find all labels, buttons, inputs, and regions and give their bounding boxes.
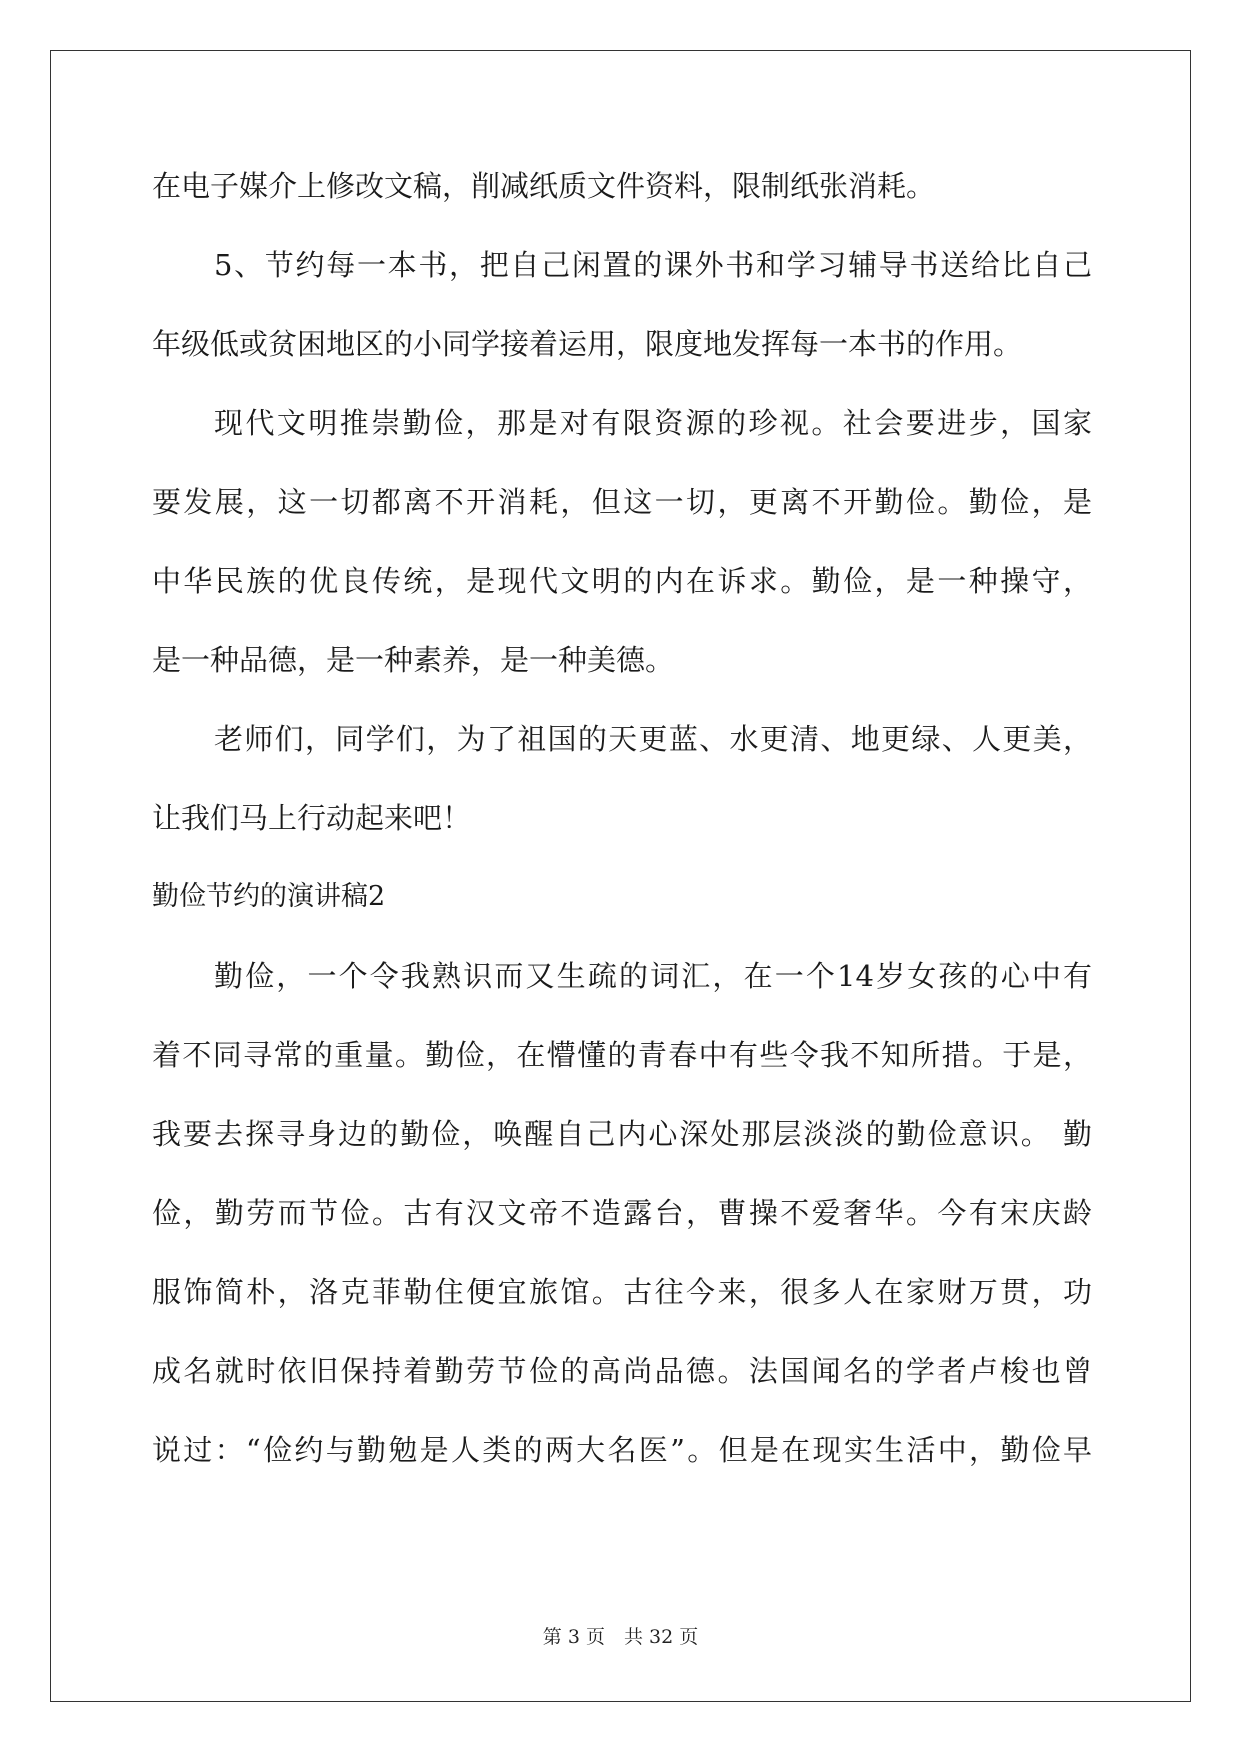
paragraph-line: 现代文明推崇勤俭，那是对有限资源的珍视。社会要进步，国家 bbox=[214, 406, 1092, 440]
paragraph-line: 要发展，这一切都离不开消耗，但这一切，更离不开勤俭。勤俭，是 bbox=[152, 485, 1092, 519]
paragraph-line: 着不同寻常的重量。勤俭，在懵懂的青春中有些令我不知所措。于是， bbox=[152, 1038, 1092, 1072]
paragraph-line: 成名就时依旧保持着勤劳节俭的高尚品德。法国闻名的学者卢梭也曾 bbox=[152, 1354, 1092, 1388]
paragraph-line: 俭，勤劳而节俭。古有汉文帝不造露台，曹操不爱奢华。今有宋庆龄 bbox=[152, 1196, 1092, 1230]
paragraph-line: 服饰简朴，洛克菲勒住便宜旅馆。古往今来，很多人在家财万贯，功 bbox=[152, 1275, 1092, 1309]
paragraph-line: 勤俭，一个令我熟识而又生疏的词汇，在一个14岁女孩的心中有 bbox=[214, 959, 1092, 993]
paragraph-line: 5、节约每一本书，把自己闲置的课外书和学习辅导书送给比自己 bbox=[214, 248, 1092, 282]
paragraph-line: 年级低或贫困地区的小同学接着运用，限度地发挥每一本书的作用。 bbox=[152, 327, 1023, 361]
paragraph-line: 老师们，同学们，为了祖国的天更蓝、水更清、地更绿、人更美， bbox=[214, 722, 1092, 756]
paragraph-line: 让我们马上行动起来吧！ bbox=[152, 801, 472, 835]
page-number-footer: 第 3 页 共 32 页 bbox=[542, 1626, 699, 1648]
paragraph-line: 我要去探寻身边的勤俭，唤醒自己内心深处那层淡淡的勤俭意识。 勤 bbox=[152, 1117, 1092, 1151]
paragraph-line: 说过：“俭约与勤勉是人类的两大名医”。但是在现实生活中，勤俭早 bbox=[152, 1433, 1092, 1467]
paragraph-line: 在电子媒介上修改文稿，削减纸质文件资料，限制纸张消耗。 bbox=[152, 169, 936, 203]
paragraph-line: 中华民族的优良传统，是现代文明的内在诉求。勤俭，是一种操守， bbox=[152, 564, 1092, 598]
paragraph-line: 是一种品德，是一种素养，是一种美德。 bbox=[152, 643, 675, 677]
section-heading: 勤俭节约的演讲稿2 bbox=[152, 881, 386, 912]
